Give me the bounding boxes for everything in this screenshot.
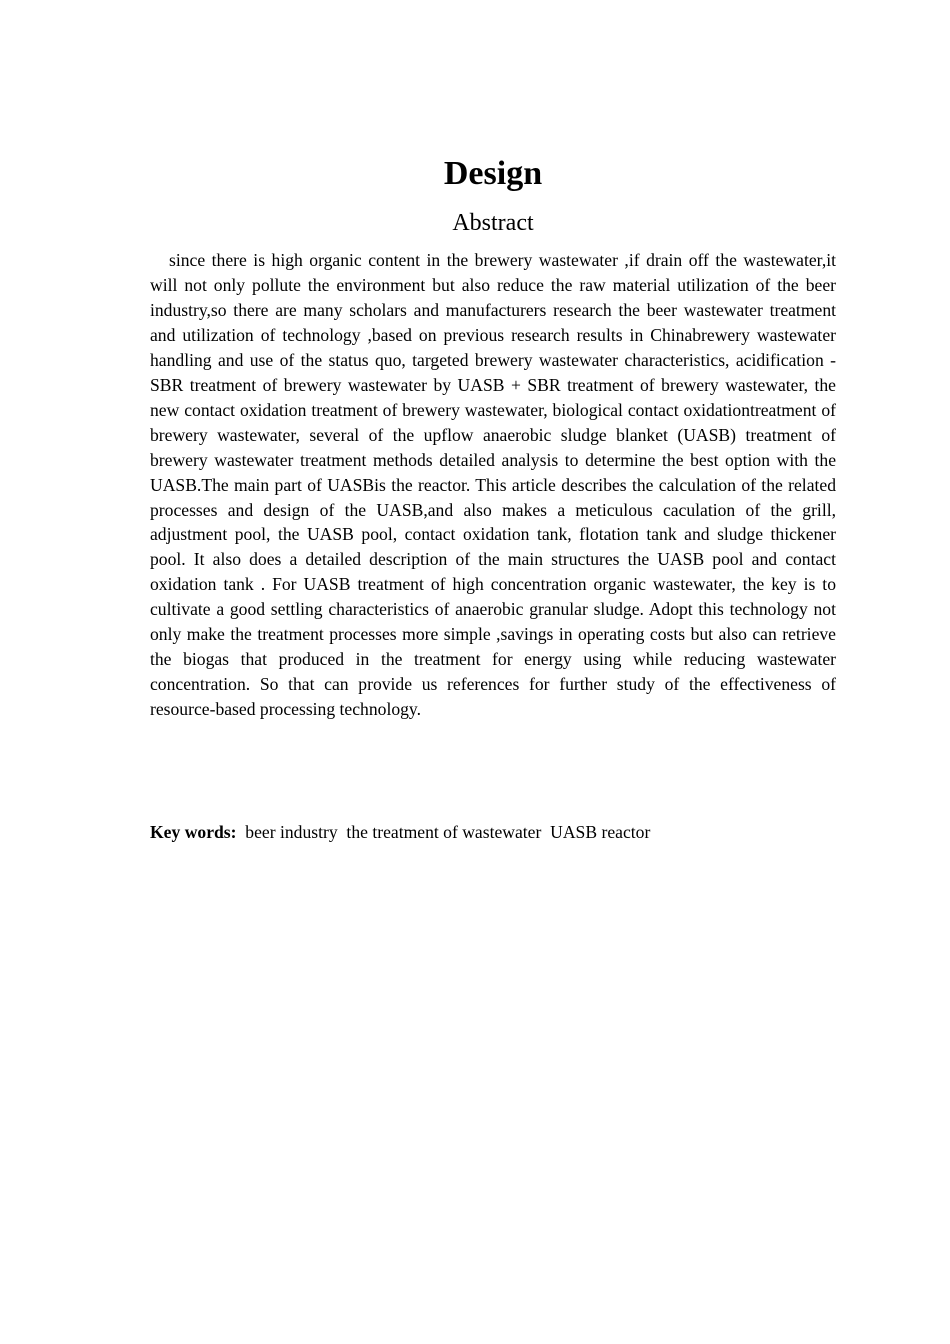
abstract-paragraph: since there is high organic content in the brewery wastewater ,if drain off the wastewater,it will not only pollute the environment but also reduce the raw material utilization of the beer industry,so there are many scholars and manufacturers research the beer wastewater treatment and utilization of technology ,based on previous research results in Chinabrewery wastewater handling and use of the status quo, targeted brewery wastewater characteristics, acidification - SBR treatment of brewery wastewater by UASB + SBR treatment of brewery wastewater, the new contact oxidation treatment of brewery wastewater, biological contact oxidationtreatment of brewery wastewater, several of the upflow anaerobic sludge blanket (UASB) treatment of brewery wastewater treatment methods detailed analysis to determine the best option with the UASB.The main part of UASBis the reactor. This article describes the calculation of the related processes and design of the UASB,and also makes a meticulous caculation of the grill, adjustment pool, the UASB pool, contact oxidation tank, flotation tank and sludge thickener pool. It also does a detailed description of the main structures the UASB pool and contact oxidation tank . For UASB treatment of high concentration organic wastewater, the key is to cultivate a good settling characteristics of anaerobic granular sludge. Adopt this technology not only make the treatment processes more simple ,savings in operating costs but also can retrieve the biogas that produced in the treatment for energy using while reducing wastewater concentration. So that can provide us references for further study of the effectiveness of resource-based processing technology. bbox=[150, 250, 836, 720]
keywords-line bbox=[150, 820, 836, 845]
document-title: Design bbox=[443, 155, 543, 192]
keywords-value: beer industry the treatment of wastewater UASB reactor bbox=[236, 822, 651, 842]
abstract-heading: Abstract bbox=[452, 210, 534, 236]
keywords-label: Key words: bbox=[150, 822, 237, 842]
